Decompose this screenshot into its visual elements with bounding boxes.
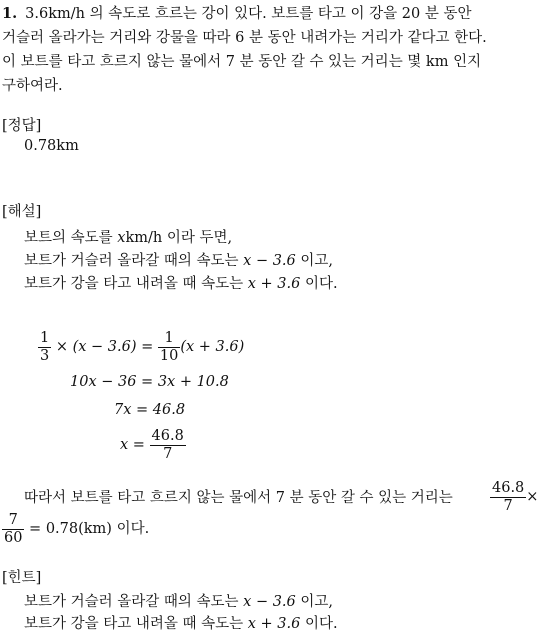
problem-number: 1.: [2, 5, 18, 22]
solution-line-1: 보트의 속도를 xkm/h 이라 두면,: [24, 230, 233, 246]
equation-2: 10x − 36 = 3x + 10.8: [70, 374, 229, 390]
conclusion-line-2: $\frac{7}{60}$ = 0.78(km) 이다.: [4, 512, 150, 546]
problem-line-2: 거슬러 올라가는 거리와 강물을 따라 6 분 동안 내려가는 거리가 같다고 한다.: [2, 30, 487, 46]
equation-3: 7x = 46.8: [114, 402, 186, 418]
fraction: $\frac{1}{10}$: [159, 330, 179, 364]
solution-line-3: 보트가 강을 타고 내려올 때 속도는 x + 3.6 이다.: [24, 276, 338, 292]
answer-label: [정답]: [2, 118, 42, 134]
conclusion-line-1: 따라서 보트를 타고 흐르지 않는 물에서 7 분 동안 갈 수 있는 거리는: [24, 490, 453, 506]
fraction: $\frac{1}{3}$: [40, 330, 50, 364]
problem-line-1: 1. 3.6km/h 의 속도로 흐르는 강이 있다. 보트를 타고 이 강을 20 분 동안: [2, 5, 472, 22]
problem-statement: [2, 2, 532, 98]
hint-line-1: 보트가 거슬러 올라갈 때의 속도는 x − 3.6 이고,: [24, 594, 333, 610]
fraction: $\frac{46.8}{7}$: [151, 428, 184, 462]
equation-1: $\frac{1}{3}$ × (x − 3.6) = $\frac{1}{10}$ (x + 3.6): [40, 330, 245, 364]
equation-4: x = $\frac{46.8}{7}$: [120, 428, 184, 462]
problem-line-3: 이 보트를 타고 흐르지 않는 물에서 7 분 동안 갈 수 있는 거리는 몇 km 인지: [2, 54, 482, 70]
problem-line-4: 구하여라.: [2, 78, 63, 94]
solution-label: [해설]: [2, 204, 42, 220]
hint-line-2: 보트가 강을 타고 내려올 때 속도는 x + 3.6 이다.: [24, 616, 338, 632]
conclusion-fraction-1: $\frac{46.8}{7}$ ×: [492, 480, 538, 514]
answer-value: 0.78km: [24, 138, 79, 154]
solution-line-2: 보트가 거슬러 올라갈 때의 속도는 x − 3.6 이고,: [24, 253, 333, 269]
hint-label: [힌트]: [2, 570, 42, 586]
